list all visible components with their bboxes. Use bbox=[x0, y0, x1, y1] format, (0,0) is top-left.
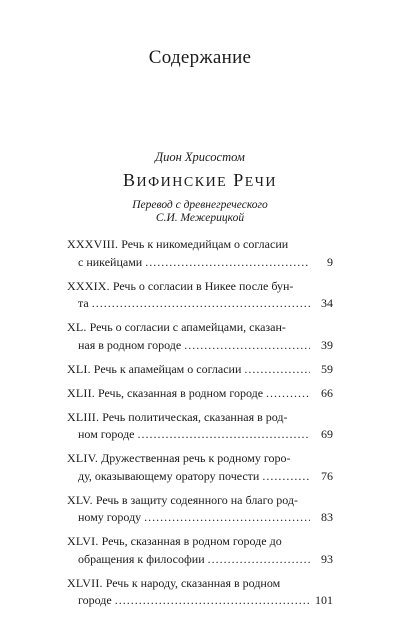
toc-entry-page-number: 9 bbox=[327, 254, 333, 269]
dot-leader bbox=[115, 592, 310, 610]
toc-entry-numeral: XLII. bbox=[67, 385, 95, 400]
toc-entry[interactable] bbox=[67, 236, 333, 278]
dot-leader bbox=[244, 361, 310, 379]
toc-entry[interactable] bbox=[67, 409, 333, 451]
toc-entry-numeral: XLI. bbox=[67, 361, 91, 376]
toc-entry[interactable] bbox=[67, 492, 333, 534]
toc-entry[interactable] bbox=[67, 533, 333, 575]
translation-line-2: С.И. Межерицкой bbox=[155, 212, 245, 224]
toc-entry[interactable] bbox=[67, 575, 333, 617]
translation-credit bbox=[0, 199, 400, 225]
toc-entry-title-line-2: с никейцами bbox=[78, 254, 143, 269]
toc-entry-title-line-2: ду, оказывающему оратору почести bbox=[78, 468, 260, 483]
toc-entry-page-number: 83 bbox=[321, 510, 333, 524]
toc-entry-numeral: XL. bbox=[67, 320, 87, 334]
table-of-contents bbox=[67, 236, 333, 616]
toc-entry-numeral: XLVII. bbox=[67, 575, 103, 590]
toc-entry-title-line-2: ном городе bbox=[78, 427, 135, 441]
toc-entry-title-line-1: Дружественная речь к родному горо- bbox=[101, 451, 291, 465]
toc-entry-title-line-1: Речь о согласии в Никее после бун- bbox=[112, 278, 294, 293]
toc-entry-title-line-1: Речь политическая, сказанная в род- bbox=[102, 409, 288, 424]
toc-entry-numeral: XXXVIII. bbox=[67, 237, 119, 251]
toc-entry[interactable] bbox=[67, 319, 333, 361]
toc-entry-title-line-1: Речь к никомедийцам о согласии bbox=[121, 237, 289, 251]
toc-entry-title-line-2: та bbox=[78, 296, 89, 310]
toc-entry-page-number: 69 bbox=[321, 427, 333, 441]
work-title-rest-1: ИФИНСКИЕ bbox=[136, 175, 228, 190]
dot-leader bbox=[266, 385, 310, 403]
dot-leader bbox=[138, 426, 311, 444]
toc-entry-title-line-1: Речь к народу, сказанная в родном bbox=[105, 575, 281, 590]
toc-entry-title-line-1: Речь в защиту содеянного на благо род- bbox=[95, 492, 299, 507]
toc-entry-title: Речь, сказанная в родном городе bbox=[98, 385, 264, 400]
toc-entry-numeral: XXXIX. bbox=[67, 278, 110, 293]
author-name: Дион Хрисостом bbox=[155, 150, 245, 164]
toc-entry-numeral: XLIV. bbox=[67, 451, 99, 465]
dot-leader bbox=[208, 551, 310, 569]
work-title-initial-2: Р bbox=[233, 170, 245, 190]
toc-entry-numeral: XLV. bbox=[67, 492, 93, 507]
dot-leader bbox=[145, 254, 310, 272]
dot-leader bbox=[262, 468, 310, 486]
toc-entry-page-number: 34 bbox=[321, 296, 333, 310]
dot-leader bbox=[184, 337, 310, 355]
toc-entry-numeral: XLVI. bbox=[67, 534, 99, 548]
toc-entry-page-number: 59 bbox=[321, 361, 333, 376]
dot-leader bbox=[144, 509, 310, 527]
dot-leader bbox=[92, 295, 310, 313]
toc-entry-page-number: 66 bbox=[321, 385, 333, 400]
toc-entry-title-line-1: Речь, сказанная в родном городе до bbox=[101, 534, 282, 548]
toc-entry[interactable] bbox=[67, 385, 333, 409]
translation-line-1: Перевод с древнегреческого bbox=[132, 199, 268, 211]
toc-entry-numeral: XLIII. bbox=[67, 409, 100, 424]
toc-entry-title: Речь к апамейцам о согласии bbox=[93, 361, 242, 376]
toc-entry-title-line-2: обращения к философии bbox=[78, 551, 205, 566]
toc-entry-title-line-2: ному городу bbox=[78, 510, 142, 524]
toc-entry[interactable] bbox=[67, 450, 333, 492]
toc-entry-title-line-2: городе bbox=[78, 593, 112, 607]
toc-entry[interactable] bbox=[67, 278, 333, 320]
toc-entry-page-number: 101 bbox=[315, 593, 333, 607]
toc-entry-page-number: 93 bbox=[321, 551, 333, 566]
toc-entry[interactable] bbox=[67, 361, 333, 385]
work-title bbox=[0, 170, 400, 191]
toc-entry-page-number: 76 bbox=[321, 468, 333, 483]
toc-entry-page-number: 39 bbox=[321, 337, 333, 352]
page-title: Содержание bbox=[148, 47, 252, 68]
work-title-rest-2: ЕЧИ bbox=[244, 175, 278, 190]
toc-entry-title-line-1: Речь о согласии с апамейцами, сказан- bbox=[89, 320, 286, 334]
toc-entry-title-line-2: ная в родном городе bbox=[78, 337, 182, 352]
work-title-initial-1: В bbox=[122, 170, 137, 190]
